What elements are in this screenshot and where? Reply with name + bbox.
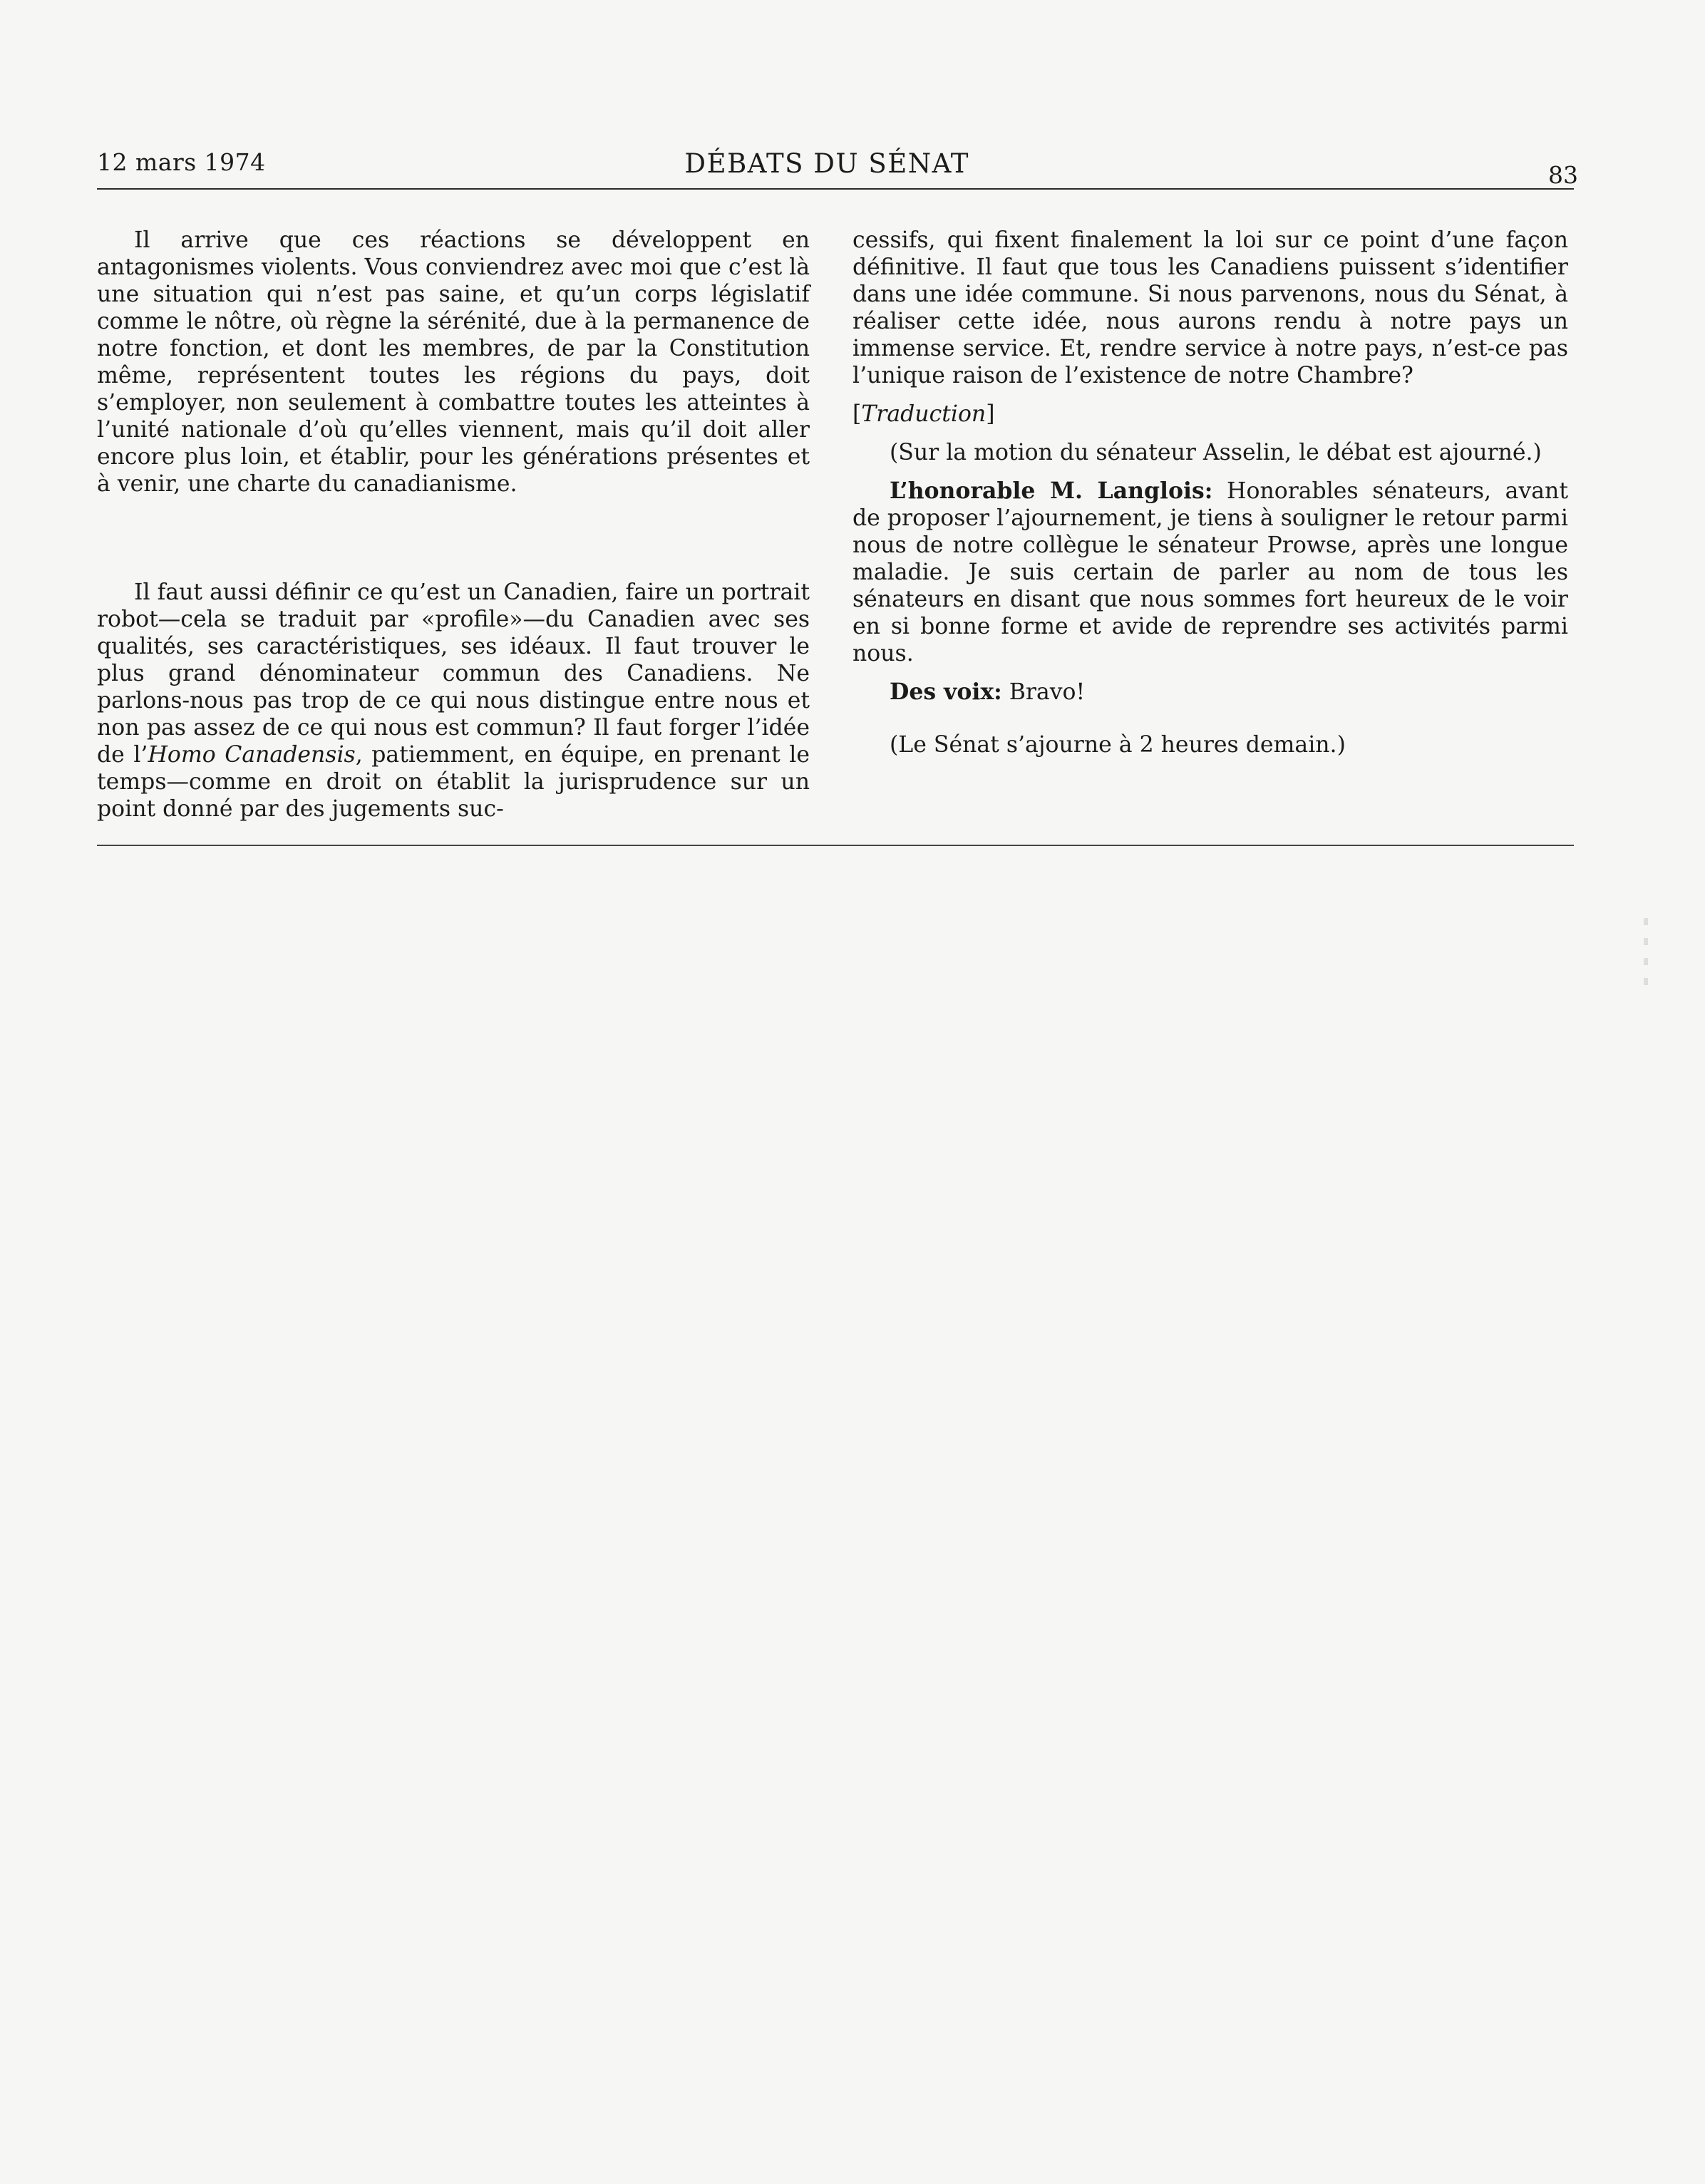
left-paragraph-2-text-b: , patiemment, en équipe, en prenant le temps—comme en droit on établit la jurisprudence sur un point donné par des jugements suc- xyxy=(97,742,810,822)
right-column xyxy=(852,227,1568,758)
voices-response xyxy=(852,679,1568,706)
margin-marks xyxy=(1639,912,1654,1212)
homo-canadensis-term: Homo Canadensis xyxy=(148,742,356,768)
translation-marker xyxy=(852,401,1568,428)
header-rule xyxy=(97,188,1574,190)
speaker-voices: Des voix: xyxy=(890,679,1002,705)
langlois-text: Honorables sénateurs, avant de proposer l’ajournement, je tiens à souligner le retour parmi nous de notre collègue le sénateur Prowse, après une longue maladie. Je suis certain de parler au nom de tous les sénateurs en disant que nous sommes fort heureux de le voir en si bonne forme et avide de reprendre ses activités parmi nous. xyxy=(852,478,1568,666)
motion-note: (Sur la motion du sénateur Asselin, le débat est ajourné.) xyxy=(890,440,1542,465)
header-date: 12 mars 1974 xyxy=(97,148,266,176)
margin-mark xyxy=(1644,938,1648,945)
left-column xyxy=(97,227,810,823)
translation-label: Traduction xyxy=(861,401,987,427)
speaker-langlois: L’honorable M. Langlois: xyxy=(890,478,1213,504)
margin-mark xyxy=(1644,978,1648,985)
left-paragraph-2-text-a: Il faut aussi définir ce qu’est un Canadien, faire un portrait robot—cela se traduit par «profile»—du Canadien avec ses qualités, ses caractéristiques, ses idéaux. Il faut trouver le plus grand dénominateur commun des Canadiens. Ne parlons-nous pas trop de ce qui nous distingue entre nous et non pas assez de ce qui nous est commun? Il faut forger l’idée de l’ xyxy=(97,580,810,768)
right-paragraph-1: cessifs, qui fixent finalement la loi sur ce point d’une façon définitive. Il faut que tous les Canadiens puissent s’identifier dans une idée commune. Si nous parvenons, nous du Sénat, à réaliser cette idée, nous aurons rendu à notre pays un immense service. Et, rendre service à notre pays, n’est-ce pas l’unique raison de l’existence de notre Chambre? xyxy=(852,227,1568,388)
translation-bracket-close: ] xyxy=(986,401,995,427)
langlois-statement xyxy=(852,478,1568,667)
voices-text: Bravo! xyxy=(1001,679,1086,705)
margin-mark xyxy=(1644,958,1648,965)
left-paragraph-2 xyxy=(97,579,810,823)
page-number: 83 xyxy=(1548,161,1578,189)
page-header xyxy=(97,148,1578,194)
margin-mark xyxy=(1644,918,1648,925)
footer-rule xyxy=(97,845,1574,846)
translation-bracket-open: [ xyxy=(852,401,862,427)
left-paragraph-1: Il arrive que ces réactions se développent en antagonismes violents. Vous conviendrez avec moi que c’est là une situation qui n’est pas saine, et qu’un corps législatif comme le nôtre, où règne la sérénité, due à la permanence de notre fonction, et dont les membres, de par la Constitution même, représentent toutes les régions du pays, doit s’employer, non seulement à combattre toutes les atteintes à l’unité nationale d’où qu’elles viennent, mais qu’il doit aller encore plus loin, et établir, pour les générations présentes et à venir, une charte du canadianisme. xyxy=(97,227,810,497)
header-title: DÉBATS DU SÉNAT xyxy=(684,148,969,179)
adjournment-note: (Le Sénat s’ajourne à 2 heures demain.) xyxy=(890,732,1346,758)
